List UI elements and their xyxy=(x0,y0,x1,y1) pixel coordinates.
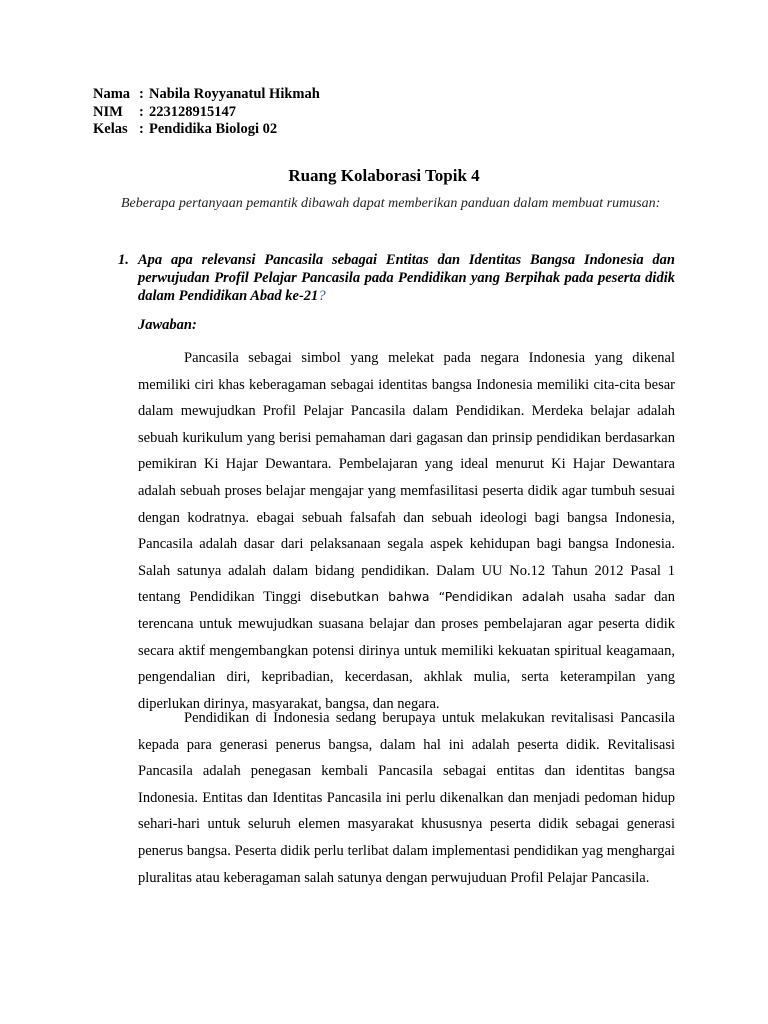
identity-separator: : xyxy=(139,86,144,102)
paragraph-1-quote-intro: disebutkan bahwa “Pendidikan adalah xyxy=(310,589,565,605)
identity-value: Pendidika Biologi 02 xyxy=(149,121,278,137)
answer-paragraph-1 xyxy=(138,345,675,717)
identity-value: Nabila Royyanatul Hikmah xyxy=(149,86,320,102)
identity-separator: : xyxy=(139,103,144,120)
question-text-wrapper xyxy=(138,251,675,305)
identity-label: NIM xyxy=(93,103,123,120)
identity-label: Nama xyxy=(93,86,131,102)
question-text: Apa apa relevansi Pancasila sebagai Entitas dan Identitas Bangsa Indonesia dan perwujudan Profil Pelajar Pancasila pada Pendidikan yang Berpihak pada peserta didik dalam Pendidikan Abad ke-21 xyxy=(138,252,675,304)
identity-row-name xyxy=(93,86,320,104)
answer-paragraph-2 xyxy=(138,705,675,891)
paragraph-2-text: Pendidikan di Indonesia sedang berupaya untuk melakukan revitalisasi Pancasila kepada para generasi penerus bangsa, dalam hal ini adalah peserta didik. Revitalisasi Pancasila adalah penegasan kembali Pancasila sebagai entitas dan identitas bangsa Indonesia. Entitas dan Identitas Pancasila ini perlu dikenalkan dan menjadi pedoman hidup sehari-hari untuk seluruh elemen masyarakat khususnya peserta didik sebagai generasi penerus bangsa. Peserta didik perlu terlibat dalam implementasi pendidikan yag menghargai pluralitas atau keberagaman salah satunya dengan perwujuduan Profil Pelajar Pancasila. xyxy=(138,710,675,886)
answer-label: Jawaban: xyxy=(138,317,197,333)
student-identity-block xyxy=(93,86,320,139)
identity-value: 223128915147 xyxy=(149,103,236,120)
question-item xyxy=(118,251,675,305)
identity-label: Kelas xyxy=(93,121,128,137)
question-number: 1. xyxy=(118,252,129,268)
question-mark: ? xyxy=(318,288,326,304)
paragraph-1-text-a: Pancasila sebagai simbol yang melekat pada negara Indonesia yang dikenal memiliki ciri khas keberagaman sebagai identitas bangsa Indonesia memiliki cita-cita besar dalam mewujudkan Profil Pelajar Pancasila dalam Pendidikan. Merdeka belajar adalah sebuah kurikulum yang berisi pemahaman dari gagasan dan prinsip pendidikan berdasarkan pemikiran Ki Hajar Dewantara. Pembelajaran yang ideal menurut Ki Hajar Dewantara adalah sebuah proses belajar mengajar yang memfasilitasi peserta didik agar tumbuh sesuai dengan kodratnya. ebagai sebuah falsafah dan sebuah ideologi bagi bangsa Indonesia, Pancasila adalah dasar dari pelaksanaan segala aspek kehidupan bagi bangsa Indonesia. Salah satunya adalah dalam bidang pendidikan. Dalam UU No.12 Tahun 2012 Pasal 1 tentang Pendidikan Tinggi xyxy=(138,350,675,606)
identity-row-nim xyxy=(93,104,320,122)
identity-separator: : xyxy=(139,121,144,137)
intro-text: Beberapa pertanyaan pemantik dibawah dapat memberikan panduan dalam membuat rumusan: xyxy=(121,196,661,211)
paragraph-1-text-c: usaha sadar dan terencana untuk mewujudkan suasana belajar dan proses pembelajaran agar peserta didik secara aktif mengembangkan potensi dirinya untuk memiliki kekuatan spiritual keagamaan, pengendalian diri, kepribadian, kecerdasan, akhlak mulia, serta keterampilan yang diperlukan dirinya, masyarakat, bangsa, dan negara. xyxy=(138,589,675,712)
document-title: Ruang Kolaborasi Topik 4 xyxy=(288,166,480,185)
identity-row-class xyxy=(93,121,320,139)
